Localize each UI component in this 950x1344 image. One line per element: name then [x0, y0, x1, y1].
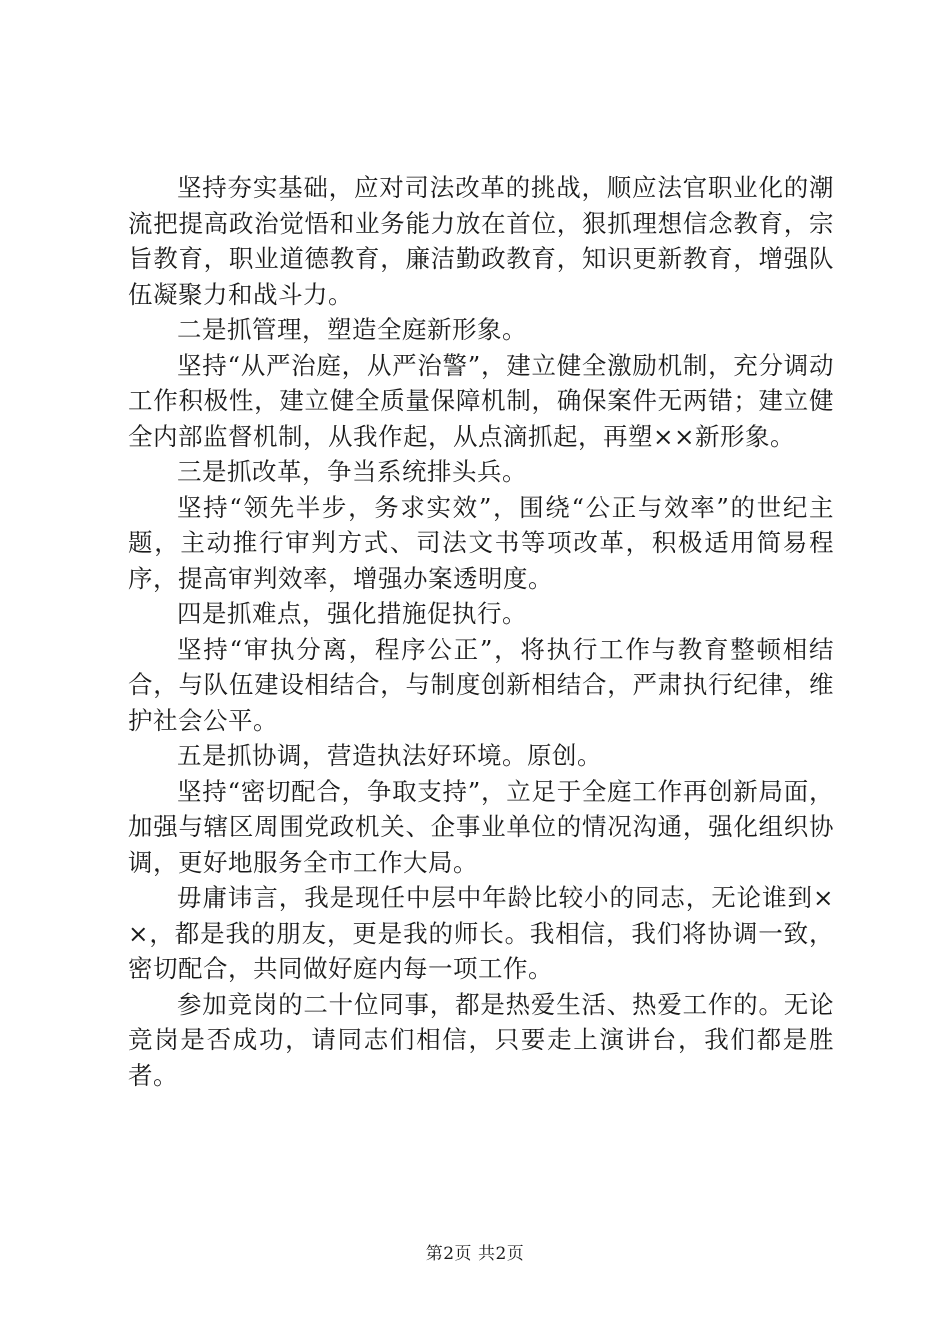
paragraph: 坚持“领先半步，务求实效”，围绕“公正与效率”的世纪主题，主动推行审判方式、司法文书等项改革，积极适用简易程序，提高审判效率，增强办案透明度。 [128, 492, 834, 593]
paragraph: 坚持夯实基础，应对司法改革的挑战，顺应法官职业化的潮流把提高政治觉悟和业务能力放在首位，狠抓理想信念教育，宗旨教育，职业道德教育，廉洁勤政教育，知识更新教育，增强队伍凝聚力和战斗力。 [128, 173, 834, 309]
document-body [128, 170, 834, 1093]
section-heading: 五是抓协调，营造执法好环境。原创。 [177, 741, 602, 770]
paragraph: 坚持“从严治庭，从严治警”，建立健全激励机制，充分调动工作积极性，建立健全质量保障机制，确保案件无两错；建立健全内部监督机制，从我作起，从点滴抓起，再塑××新形象。 [128, 350, 834, 451]
page-footer: 第2页 共2页 [425, 1244, 525, 1264]
paragraph: 坚持“密切配合，争取支持”，立足于全庭工作再创新局面，加强与辖区周围党政机关、企事业单位的情况沟通，强化组织协调，更好地服务全市工作大局。 [128, 776, 834, 877]
section-heading: 四是抓难点，强化措施促执行。 [177, 599, 527, 628]
paragraph: 毋庸讳言，我是现任中层中年龄比较小的同志，无论谁到××，都是我的朋友，更是我的师长。我相信，我们将协调一致，密切配合，共同做好庭内每一项工作。 [128, 883, 834, 983]
section-heading: 二是抓管理，塑造全庭新形象。 [177, 315, 527, 344]
paragraph: 参加竞岗的二十位同事，都是热爱生活、热爱工作的。无论竞岗是否成功，请同志们相信，只要走上演讲台，我们都是胜者。 [128, 989, 834, 1090]
section-heading: 三是抓改革，争当系统排头兵。 [177, 457, 527, 486]
paragraph: 坚持“审执分离，程序公正”，将执行工作与教育整顿相结合，与队伍建设相结合，与制度创新相结合，严肃执行纪律，维护社会公平。 [128, 634, 834, 735]
